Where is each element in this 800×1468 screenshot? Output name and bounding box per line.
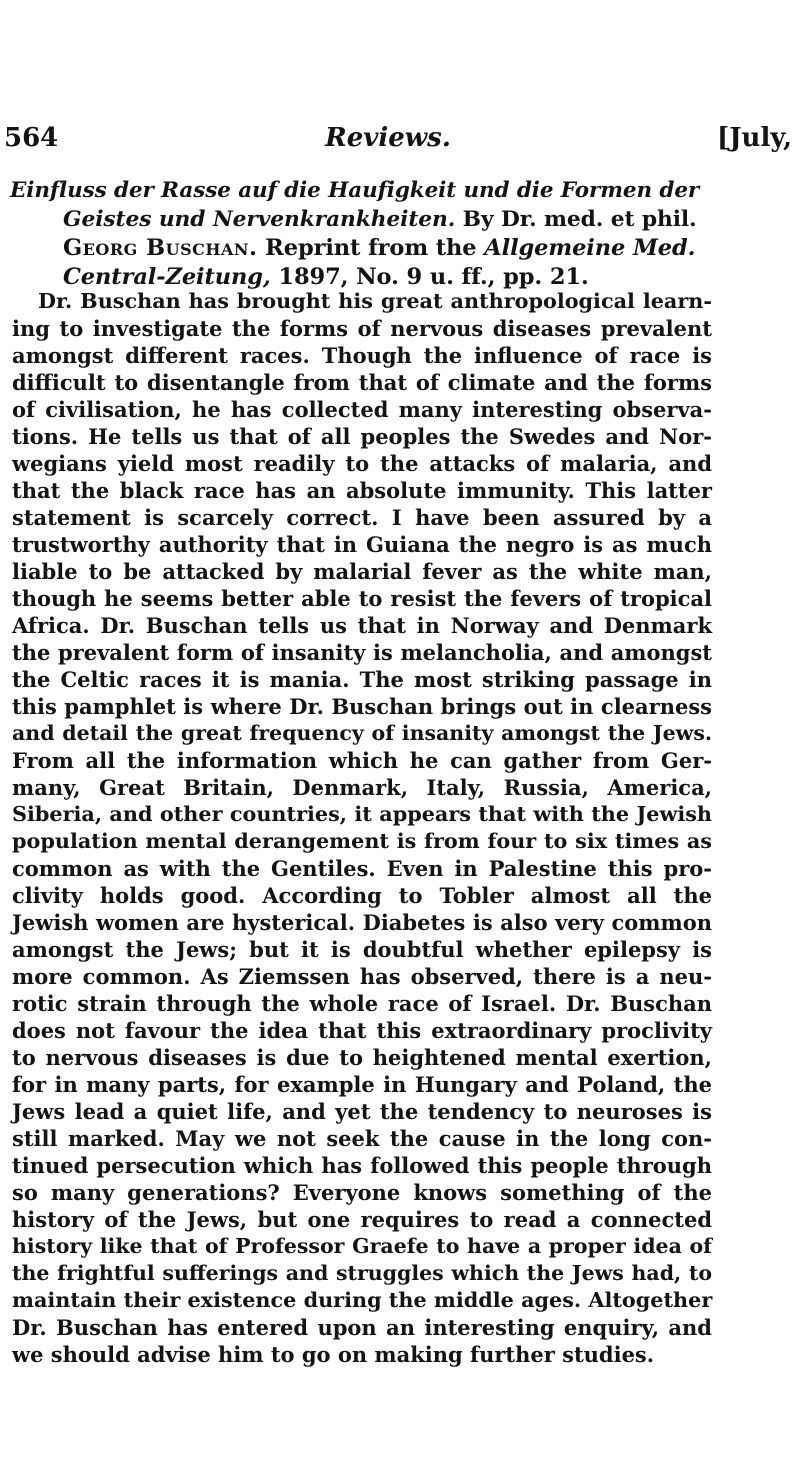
- body-line: that the black race has an absolute immunity. This latter: [12, 478, 712, 503]
- body-line: history of the Jews, but one requires to read a connected: [12, 1207, 712, 1232]
- body-line: clivity holds good. According to Tobler almost all the: [12, 883, 712, 908]
- body-line: Siberia, and other countries, it appears that with the Jewish: [12, 802, 712, 826]
- body-line: Dr. Buschan has entered upon an interesting enquiry, and: [12, 1315, 712, 1340]
- body-line: history like that of Professor Graefe to have a proper idea of: [12, 1234, 712, 1258]
- body-line: trustworthy authority that in Guiana the negro is as much: [12, 532, 712, 557]
- body-line: amongst the Jews; but it is doubtful whether epilepsy is: [12, 937, 712, 962]
- review-body: [12, 288, 712, 1368]
- body-line: of civilisation, he has collected many interesting observa-: [12, 397, 712, 422]
- citation-line-2: [10, 205, 700, 234]
- author-name: Georg Buschan.: [63, 235, 258, 261]
- body-line: and detail the great frequency of insanity amongst the Jews.: [12, 721, 712, 745]
- body-line: the Celtic races it is mania. The most striking passage in: [12, 667, 712, 692]
- page-header: [4, 122, 792, 154]
- body-line: the prevalent form of insanity is melancholia, and amongst: [12, 640, 712, 665]
- citation-line-1: [10, 176, 700, 205]
- body-line: common as with the Gentiles. Even in Palestine this pro-: [12, 856, 712, 881]
- body-line: population mental derangement is from four to six times as: [12, 829, 712, 853]
- journal-name-part-2: Central-Zeitung,: [63, 264, 271, 290]
- header-date: [July,: [716, 123, 792, 153]
- body-line: does not favour the idea that this extraordinary proclivity: [12, 1018, 712, 1043]
- body-line: rotic strain through the whole race of Israel. Dr. Buschan: [12, 991, 712, 1016]
- body-line: though he seems better able to resist the fevers of tropical: [12, 586, 712, 611]
- body-line: statement is scarcely correct. I have been assured by a: [12, 505, 712, 530]
- book-title-part-2: Geistes und Nervenkrankheiten.: [63, 207, 456, 232]
- body-line: Jewish women are hysterical. Diabetes is also very common: [12, 910, 712, 935]
- body-line: Africa. Dr. Buschan tells us that in Norway and Denmark: [12, 613, 712, 638]
- body-line: for in many parts, for example in Hungary and Poland, the: [12, 1072, 712, 1097]
- body-line: to nervous diseases is due to heightened mental exertion,: [12, 1045, 712, 1070]
- publication-details: 1897, No. 9 u. ff., pp. 21.: [270, 264, 589, 290]
- body-line: difficult to disentangle from that of climate and the forms: [12, 370, 712, 395]
- body-line: amongst different races. Though the influence of race is: [12, 343, 712, 368]
- review-citation: [10, 176, 700, 292]
- body-line: tinued persecution which has followed this people through: [12, 1153, 712, 1178]
- reprint-text: Reprint from the: [257, 235, 485, 261]
- body-line: we should advise him to go on making further studies.: [12, 1342, 655, 1367]
- citation-line-3: [10, 234, 700, 263]
- body-line: so many generations? Everyone knows something of the: [12, 1180, 712, 1205]
- book-title-part-1: Einfluss der Rasse auf die Haufigkeit und die Formen der: [10, 178, 700, 203]
- body-line: Jews lead a quiet life, and yet the tendency to neuroses is: [12, 1099, 712, 1124]
- journal-name-part-1: Allgemeine Med.: [484, 235, 696, 261]
- page-number: 564: [4, 123, 59, 153]
- body-line: more common. As Ziemssen has observed, there is a neu-: [12, 964, 712, 989]
- body-line: the frightful sufferings and struggles which the Jews had, to: [12, 1261, 712, 1285]
- body-line: still marked. May we not seek the cause in the long con-: [12, 1126, 712, 1151]
- running-title: Reviews.: [325, 123, 451, 153]
- body-line: Dr. Buschan has brought his great anthropological learn-: [38, 289, 712, 313]
- body-line: many, Great Britain, Denmark, Italy, Russia, America,: [12, 775, 712, 800]
- author-prefix: By Dr. med. et phil.: [455, 207, 697, 232]
- body-line: wegians yield most readily to the attacks of malaria, and: [12, 451, 712, 476]
- body-line: maintain their existence during the middle ages. Altogether: [12, 1288, 713, 1312]
- body-line: From all the information which he can gather from Ger-: [12, 748, 712, 773]
- body-line: tions. He tells us that of all peoples the Swedes and Nor-: [12, 424, 712, 449]
- body-line: liable to be attacked by malarial fever as the white man,: [12, 559, 712, 584]
- body-line: ing to investigate the forms of nervous diseases prevalent: [12, 316, 712, 341]
- body-line: this pamphlet is where Dr. Buschan brings out in clearness: [12, 694, 712, 719]
